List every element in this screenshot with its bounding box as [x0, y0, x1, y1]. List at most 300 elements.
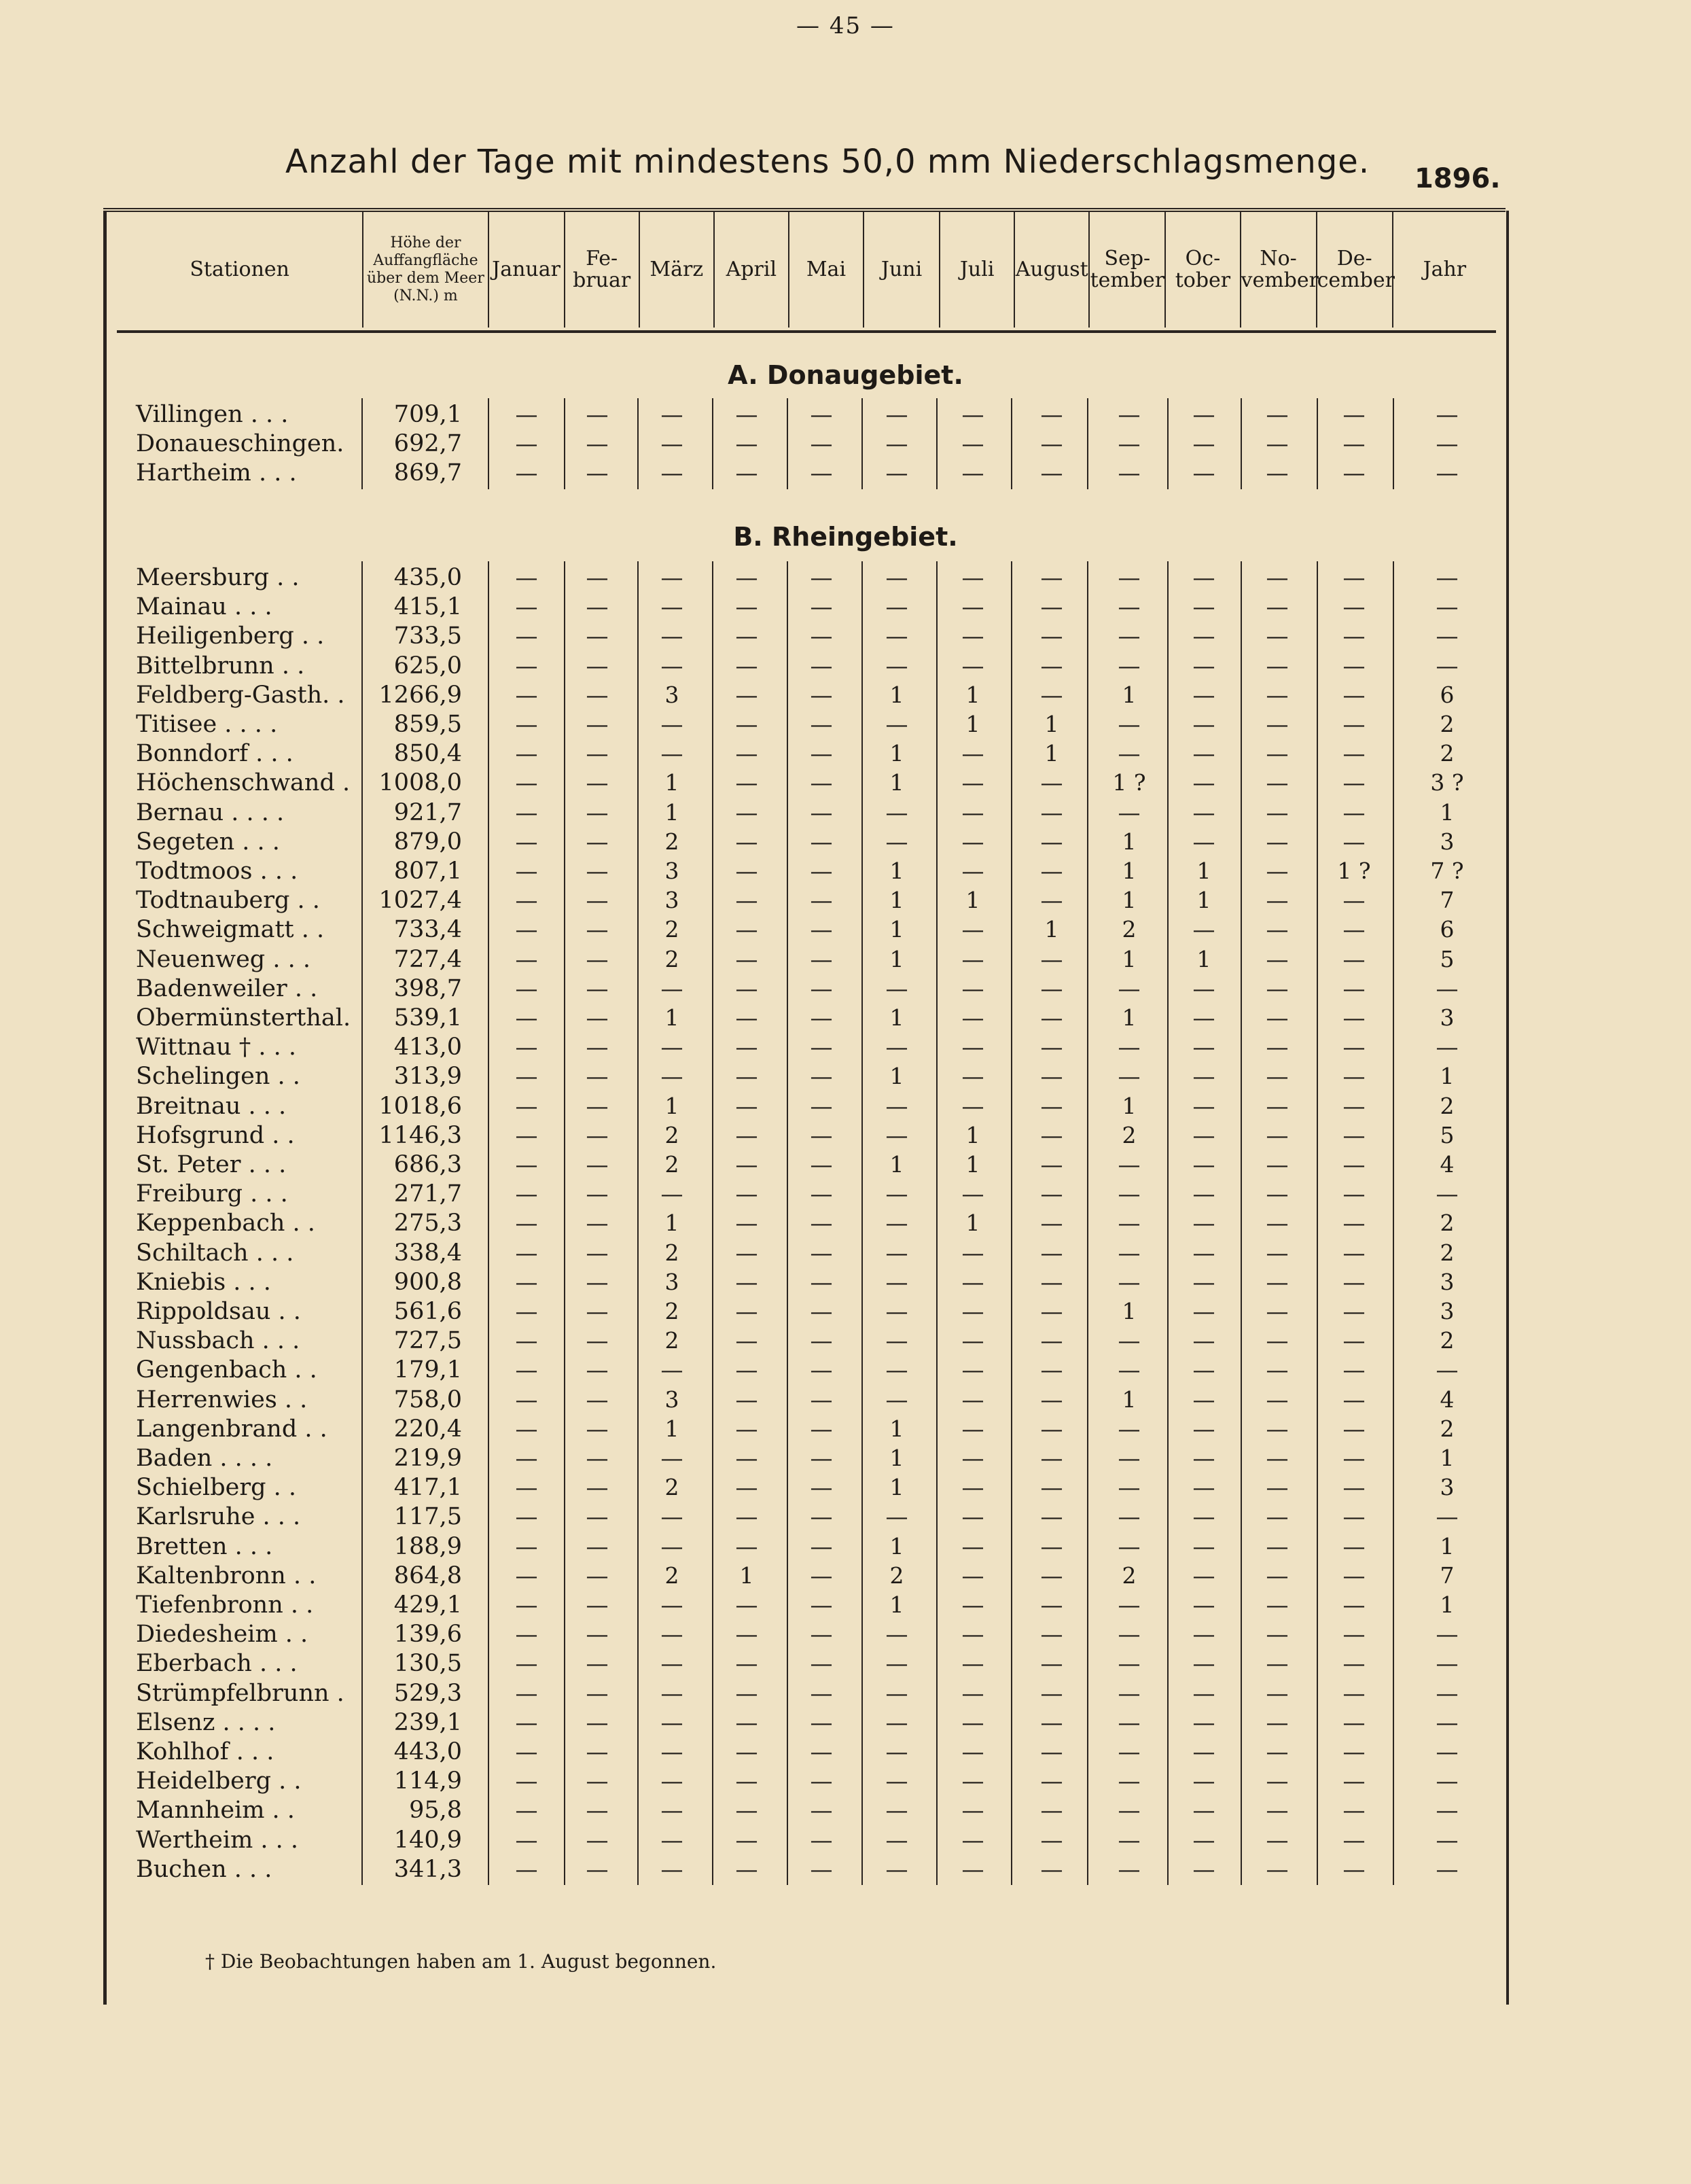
cell-month: — [961, 1826, 984, 1853]
cell-month: — [1266, 1151, 1289, 1178]
cell-month: — [1266, 401, 1289, 427]
station-name: Wertheim . . . [136, 1826, 299, 1854]
header-november: No-vember [1241, 212, 1317, 328]
station-height: 859,5 [393, 711, 462, 738]
cell-month: — [810, 711, 833, 737]
cell-month: — [1342, 593, 1366, 620]
cell-month: — [1266, 1474, 1289, 1501]
cell-month: — [961, 740, 984, 767]
cell-month: — [1040, 1004, 1063, 1031]
station-height: 727,4 [393, 945, 462, 973]
station-name: Schiltach . . . [136, 1239, 294, 1267]
cell-month: — [1266, 1708, 1289, 1736]
cell-month: — [1118, 1445, 1141, 1471]
cell-month: — [1118, 1356, 1141, 1384]
station-name: Nussbach . . . [136, 1327, 300, 1355]
cell-month: — [586, 1386, 609, 1413]
cell-month: — [1342, 1210, 1366, 1237]
cell-jahr: — [1436, 1621, 1459, 1648]
station-name: Tiefenbronn . . [136, 1591, 314, 1619]
cell-month: — [1342, 1327, 1366, 1354]
cell-month: — [660, 1679, 683, 1706]
cell-month: — [1192, 1356, 1215, 1384]
cell-month: — [735, 401, 758, 427]
cell-month: — [1192, 1386, 1215, 1413]
cell-month: — [1040, 1738, 1063, 1765]
cell-month: — [810, 459, 833, 487]
cell-month: 2 [664, 1474, 679, 1501]
cell-month: — [660, 1797, 683, 1824]
cell-month: — [1040, 1797, 1063, 1824]
cell-jahr: 2 [1440, 1210, 1455, 1237]
cell-jahr: — [1436, 1356, 1459, 1384]
cell-month: — [735, 564, 758, 591]
cell-month: 1 [965, 681, 980, 708]
cell-month: — [1342, 1621, 1366, 1648]
cell-month: — [961, 652, 984, 679]
station-name: Bonndorf . . . [136, 740, 293, 768]
cell-month: — [735, 1004, 758, 1031]
cell-month: — [961, 1503, 984, 1530]
cell-month: — [1266, 1356, 1289, 1384]
cell-month: — [515, 711, 538, 737]
station-name: Heidelberg . . [136, 1767, 302, 1795]
cell-month: — [885, 1797, 908, 1824]
cell-month: — [1266, 1386, 1289, 1413]
station-height: 188,9 [393, 1532, 462, 1560]
cell-month: — [1040, 1239, 1063, 1266]
cell-month: — [1266, 916, 1289, 943]
cell-month: — [1192, 1210, 1215, 1237]
cell-month: 1 [889, 887, 904, 914]
station-height: 219,9 [393, 1445, 462, 1472]
cell-month: — [586, 1797, 609, 1824]
cell-month: — [1342, 1532, 1366, 1560]
cell-month: — [515, 1562, 538, 1589]
cell-month: — [586, 1708, 609, 1736]
cell-month: — [1342, 1298, 1366, 1324]
cell-month: — [1192, 681, 1215, 708]
station-name: Bretten . . . [136, 1532, 273, 1560]
cell-month: 1 [739, 1562, 754, 1589]
station-name: Donaueschingen. [136, 430, 344, 458]
station-name: Bernau . . . . [136, 798, 285, 826]
table-year: 1896. [1414, 163, 1501, 194]
cell-jahr: 2 [1440, 1415, 1455, 1442]
cell-month: — [660, 401, 683, 427]
cell-month: 1 [889, 740, 904, 767]
station-height: 95,8 [409, 1797, 462, 1825]
cell-month: 1 [889, 1532, 904, 1560]
cell-month: — [1266, 711, 1289, 737]
cell-month: 3 [664, 681, 679, 708]
cell-month: — [735, 1855, 758, 1882]
cell-month: — [1118, 974, 1141, 1002]
cell-month: — [515, 1239, 538, 1266]
cell-month: — [1342, 1239, 1366, 1266]
header-september: Sep-tember [1089, 212, 1165, 328]
cell-jahr: 1 [1440, 1063, 1455, 1090]
cell-month: — [1040, 1386, 1063, 1413]
cell-month: — [1266, 1063, 1289, 1090]
cell-month: — [961, 1356, 984, 1384]
cell-month: — [735, 858, 758, 884]
cell-month: 3 [664, 887, 679, 914]
cell-month: — [1192, 1826, 1215, 1853]
cell-month: — [660, 430, 683, 457]
cell-month: — [1118, 1415, 1141, 1442]
cell-month: — [1342, 430, 1366, 457]
cell-jahr: 1 [1440, 1532, 1455, 1560]
station-height: 561,6 [393, 1298, 462, 1325]
cell-month: 1 [889, 1474, 904, 1501]
station-name: Neuenweg . . . [136, 945, 310, 973]
cell-month: — [1118, 1591, 1141, 1618]
cell-month: — [586, 1004, 609, 1031]
cell-month: — [586, 1738, 609, 1765]
cell-month: — [1118, 1826, 1141, 1853]
station-height: 398,7 [393, 974, 462, 1002]
cell-month: — [1118, 1532, 1141, 1560]
cell-month: — [660, 652, 683, 679]
cell-month: 1 [889, 1151, 904, 1178]
cell-month: — [515, 1210, 538, 1237]
cell-month: — [1040, 1562, 1063, 1589]
cell-month: — [810, 1738, 833, 1765]
cell-month: — [515, 740, 538, 767]
cell-month: — [1040, 430, 1063, 457]
cell-month: — [515, 1708, 538, 1736]
cell-jahr: 1 [1440, 798, 1455, 826]
cell-month: — [885, 798, 908, 826]
page-number: — 45 — [796, 12, 895, 39]
cell-month: — [961, 1034, 984, 1061]
cell-month: — [885, 1855, 908, 1882]
cell-month: — [515, 1532, 538, 1560]
cell-month: 1 [1196, 887, 1211, 914]
station-name: Gengenbach . . [136, 1356, 317, 1384]
cell-month: — [586, 945, 609, 972]
cell-month: — [1266, 740, 1289, 767]
cell-jahr: 2 [1440, 1092, 1455, 1119]
cell-month: 1 [1122, 828, 1137, 855]
cell-month: — [586, 1415, 609, 1442]
cell-month: — [1118, 1738, 1141, 1765]
station-height: 692,7 [393, 430, 462, 458]
cell-month: — [735, 1445, 758, 1471]
cell-month: — [735, 1591, 758, 1618]
cell-month: — [961, 1239, 984, 1266]
cell-month: — [885, 564, 908, 591]
cell-month: — [1040, 593, 1063, 620]
cell-month: — [1266, 1679, 1289, 1706]
cell-month: 1 [889, 1063, 904, 1090]
cell-month: — [515, 1474, 538, 1501]
cell-month: — [885, 593, 908, 620]
cell-month: — [1266, 887, 1289, 914]
cell-month: — [1342, 974, 1366, 1002]
station-name: Höchenschwand . [136, 769, 351, 797]
cell-month: — [515, 1445, 538, 1471]
cell-jahr: 4 [1440, 1151, 1455, 1178]
cell-month: — [1342, 945, 1366, 972]
cell-month: — [1118, 1767, 1141, 1795]
cell-month: — [1266, 1180, 1289, 1208]
cell-jahr: 3 [1440, 1474, 1455, 1501]
cell-jahr: — [1436, 1797, 1459, 1824]
station-name: Hofsgrund . . [136, 1121, 295, 1149]
cell-month: — [885, 1298, 908, 1324]
cell-month: — [1040, 945, 1063, 972]
cell-month: — [586, 1855, 609, 1882]
station-name: Freiburg . . . [136, 1180, 288, 1208]
cell-month: — [1342, 1356, 1366, 1384]
station-height: 529,3 [393, 1679, 462, 1707]
cell-jahr: 2 [1440, 1239, 1455, 1266]
cell-month: — [660, 1738, 683, 1765]
cell-month: 2 [664, 1239, 679, 1266]
cell-month: — [1342, 1503, 1366, 1530]
cell-month: — [1342, 916, 1366, 943]
header-stationen: Stationen [117, 212, 363, 328]
cell-month: — [586, 1092, 609, 1119]
cell-month: — [885, 430, 908, 457]
cell-jahr: — [1436, 622, 1459, 650]
station-height: 130,5 [393, 1650, 462, 1678]
cell-jahr: 6 [1440, 681, 1455, 708]
cell-month: — [1192, 1708, 1215, 1736]
cell-month: — [586, 1327, 609, 1354]
cell-month: — [1342, 1063, 1366, 1090]
cell-jahr: — [1436, 1650, 1459, 1677]
cell-month: — [885, 1826, 908, 1853]
cell-month: — [1040, 1826, 1063, 1853]
station-name: Segeten . . . [136, 828, 280, 856]
cell-month: — [810, 1210, 833, 1237]
cell-month: — [1266, 1621, 1289, 1648]
station-height: 313,9 [393, 1063, 462, 1091]
cell-month: — [961, 1738, 984, 1765]
cell-month: — [735, 1151, 758, 1178]
header-jahr: Jahr [1423, 258, 1467, 281]
cell-month: — [885, 1386, 908, 1413]
cell-month: — [1342, 1386, 1366, 1413]
cell-month: 1 ? [1337, 858, 1371, 884]
cell-month: — [1266, 945, 1289, 972]
station-height: 709,1 [393, 401, 462, 428]
cell-month: — [810, 798, 833, 826]
cell-month: — [660, 711, 683, 737]
cell-jahr: — [1436, 1708, 1459, 1736]
header-december: De-cember [1317, 212, 1393, 328]
cell-month: — [515, 769, 538, 796]
cell-month: 1 [1044, 740, 1059, 767]
cell-month: — [735, 1650, 758, 1677]
station-height: 1027,4 [378, 887, 462, 915]
cell-month: — [660, 1180, 683, 1208]
cell-month: — [1040, 1591, 1063, 1618]
cell-month: — [1266, 1415, 1289, 1442]
cell-month: — [586, 1268, 609, 1295]
cell-jahr: — [1436, 974, 1459, 1002]
cell-month: — [810, 564, 833, 591]
cell-month: — [1192, 1180, 1215, 1208]
cell-month: — [586, 681, 609, 708]
cell-jahr: — [1436, 1767, 1459, 1795]
cell-month: — [586, 1121, 609, 1148]
cell-month: — [961, 622, 984, 650]
cell-month: — [885, 828, 908, 855]
cell-month: 1 [1122, 1092, 1137, 1119]
cell-month: — [1342, 1415, 1366, 1442]
cell-month: — [810, 652, 833, 679]
cell-month: — [586, 1621, 609, 1648]
cell-month: — [1266, 1855, 1289, 1882]
cell-month: — [660, 1034, 683, 1061]
cell-month: — [1342, 564, 1366, 591]
cell-month: — [515, 1356, 538, 1384]
cell-month: — [1040, 1708, 1063, 1736]
cell-month: — [735, 1180, 758, 1208]
cell-month: — [735, 459, 758, 487]
cell-month: 2 [889, 1562, 904, 1589]
cell-month: 1 [664, 1004, 679, 1031]
cell-month: — [1266, 1004, 1289, 1031]
cell-month: — [1118, 1180, 1141, 1208]
cell-month: — [1118, 740, 1141, 767]
station-height: 220,4 [393, 1415, 462, 1443]
cell-month: — [1192, 430, 1215, 457]
cell-month: — [1266, 974, 1289, 1002]
cell-month: — [810, 1503, 833, 1530]
station-height: 114,9 [393, 1767, 462, 1795]
cell-month: — [1342, 798, 1366, 826]
cell-jahr: — [1436, 652, 1459, 679]
cell-month: 2 [1122, 1562, 1137, 1589]
cell-month: — [660, 974, 683, 1002]
cell-month: — [515, 1004, 538, 1031]
station-name: Hartheim . . . [136, 459, 297, 487]
cell-month: — [586, 1474, 609, 1501]
cell-month: — [1342, 681, 1366, 708]
cell-month: — [1192, 1591, 1215, 1618]
cell-month: — [810, 1004, 833, 1031]
cell-month: — [810, 858, 833, 884]
cell-month: — [735, 1121, 758, 1148]
cell-month: — [735, 828, 758, 855]
cell-month: — [885, 1738, 908, 1765]
cell-month: — [1192, 1650, 1215, 1677]
cell-month: — [586, 1239, 609, 1266]
cell-month: — [1040, 1034, 1063, 1061]
cell-month: — [735, 1386, 758, 1413]
cell-month: 1 [664, 1092, 679, 1119]
cell-month: — [515, 974, 538, 1002]
cell-month: — [810, 1445, 833, 1471]
cell-month: — [961, 1268, 984, 1295]
cell-month: — [1266, 1562, 1289, 1589]
cell-month: — [735, 798, 758, 826]
cell-month: 1 [1196, 858, 1211, 884]
cell-month: — [810, 1532, 833, 1560]
cell-month: — [515, 1063, 538, 1090]
cell-month: — [1342, 1797, 1366, 1824]
cell-month: — [810, 1855, 833, 1882]
section-title: A. Donaugebiet. [728, 360, 963, 390]
station-name: Feldberg-Gasth. . [136, 681, 345, 709]
cell-month: — [586, 1445, 609, 1471]
cell-month: — [961, 1180, 984, 1208]
cell-month: 1 [965, 1210, 980, 1237]
cell-month: — [515, 681, 538, 708]
cell-month: — [1266, 1797, 1289, 1824]
cell-month: — [1118, 459, 1141, 487]
header-hoehe: Höhe der Auffangfläche über dem Meer (N.N.) m [363, 212, 488, 328]
cell-month: — [1342, 711, 1366, 737]
cell-month: 1 [1122, 887, 1137, 914]
cell-month: — [586, 798, 609, 826]
cell-month: — [660, 1503, 683, 1530]
cell-month: — [810, 681, 833, 708]
cell-month: — [1192, 1415, 1215, 1442]
cell-month: — [810, 1591, 833, 1618]
cell-month: — [515, 1298, 538, 1324]
station-name: Badenweiler . . [136, 974, 318, 1002]
header-mai: Mai [789, 212, 864, 328]
cell-month: — [586, 1034, 609, 1061]
cell-month: — [1342, 769, 1366, 796]
cell-month: — [735, 769, 758, 796]
cell-month: — [660, 740, 683, 767]
station-name: Wittnau † . . . [136, 1034, 297, 1061]
cell-month: 1 [965, 887, 980, 914]
cell-month: — [660, 1445, 683, 1471]
column-separator [1393, 398, 1394, 489]
cell-month: — [810, 1327, 833, 1354]
cell-month: — [1040, 1503, 1063, 1530]
cell-month: — [961, 430, 984, 457]
cell-month: — [1192, 459, 1215, 487]
cell-month: — [735, 1327, 758, 1354]
cell-month: — [586, 564, 609, 591]
cell-month: — [1192, 974, 1215, 1002]
cell-month: 1 [664, 1210, 679, 1237]
cell-month: — [1192, 1562, 1215, 1589]
cell-month: 3 [664, 1268, 679, 1295]
cell-month: — [1118, 652, 1141, 679]
cell-jahr: 3 [1440, 828, 1455, 855]
cell-month: — [1192, 593, 1215, 620]
cell-month: — [885, 1679, 908, 1706]
station-name: Obermünsterthal. [136, 1004, 351, 1032]
cell-month: — [660, 622, 683, 650]
cell-month: 2 [664, 1298, 679, 1324]
cell-jahr: — [1436, 564, 1459, 591]
cell-month: — [885, 974, 908, 1002]
station-height: 429,1 [393, 1591, 462, 1619]
cell-month: — [810, 974, 833, 1002]
cell-month: — [885, 1621, 908, 1648]
cell-month: — [735, 1268, 758, 1295]
station-height: 1146,3 [378, 1121, 462, 1149]
cell-month: — [1040, 1474, 1063, 1501]
cell-month: — [515, 430, 538, 457]
cell-month: 2 [664, 945, 679, 972]
cell-month: — [961, 769, 984, 796]
cell-month: — [810, 916, 833, 943]
cell-month: — [660, 1532, 683, 1560]
cell-month: — [586, 1826, 609, 1853]
